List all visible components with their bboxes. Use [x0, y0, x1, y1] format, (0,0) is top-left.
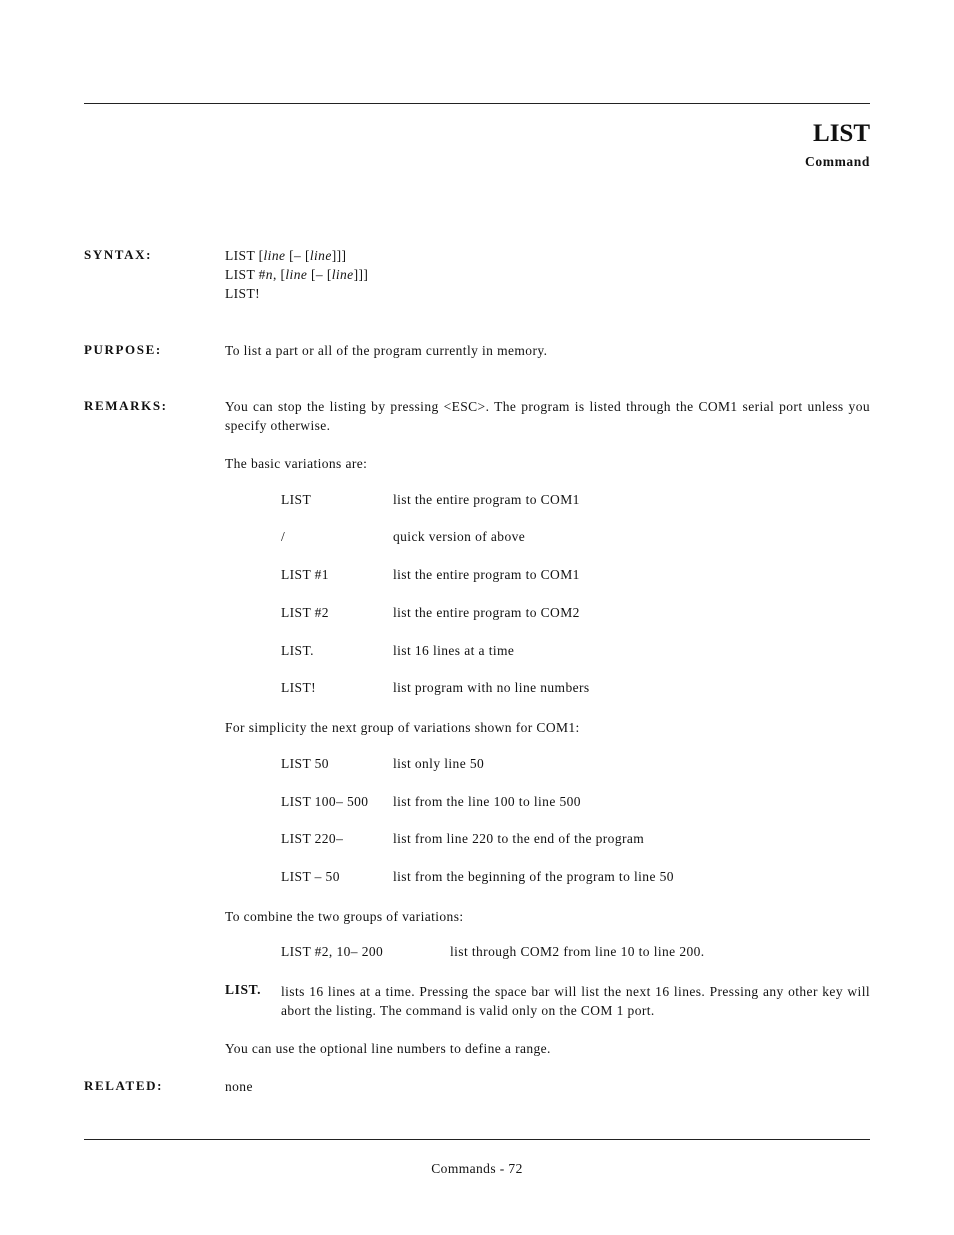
syntax-line-2: LIST #n, [line [– [line]]]: [225, 267, 369, 282]
related-text: none: [225, 1079, 253, 1094]
variation-description: list from line 220 to the end of the program: [393, 831, 645, 846]
variation-command: LIST – 50: [281, 869, 340, 884]
variation-command: LIST.: [281, 643, 314, 658]
variation-command: LIST 50: [281, 756, 329, 771]
variation-description: list 16 lines at a time: [393, 643, 515, 658]
basic-variations-intro: The basic variations are:: [225, 456, 368, 471]
syntax-line-3: LIST!: [225, 286, 260, 301]
group-variations-intro: For simplicity the next group of variations shown for COM1:: [225, 720, 580, 735]
variation-command: LIST: [281, 492, 312, 507]
variation-command: LIST #1: [281, 567, 329, 582]
page-title: LIST: [813, 120, 870, 147]
variation-description: list program with no line numbers: [393, 680, 590, 695]
header-rule: [84, 103, 870, 104]
variation-description: list the entire program to COM2: [393, 605, 580, 620]
variation-command: LIST #2: [281, 605, 329, 620]
variation-command: /: [281, 529, 286, 544]
variation-command: LIST!: [281, 680, 316, 695]
syntax-line-1: LIST [line [– [line]]]: [225, 248, 347, 263]
range-note: You can use the optional line numbers to define a range.: [225, 1041, 551, 1056]
list-dot-label: LIST.: [225, 982, 262, 997]
combined-command: LIST #2, 10– 200: [281, 944, 384, 959]
combined-description: list through COM2 from line 10 to line 200.: [450, 944, 705, 959]
purpose-text: To list a part or all of the program currently in memory.: [225, 343, 548, 358]
variation-description: list only line 50: [393, 756, 485, 771]
variation-command: LIST 220–: [281, 831, 344, 846]
variation-description: list from the beginning of the program to line 50: [393, 869, 674, 884]
variation-description: list the entire program to COM1: [393, 567, 580, 582]
purpose-label: PURPOSE:: [84, 342, 162, 357]
remarks-paragraph: You can stop the listing by pressing <ESC>. The program is listed through the COM1 serial port unless you specify otherwise.: [225, 399, 870, 433]
combine-intro: To combine the two groups of variations:: [225, 909, 464, 924]
variation-description: list from the line 100 to line 500: [393, 794, 581, 809]
remarks-label: REMARKS:: [84, 398, 168, 413]
variation-description: quick version of above: [393, 529, 526, 544]
list-dot-description: lists 16 lines at a time. Pressing the space bar will list the next 16 lines. Pressing any other key will abort the listing. The command is valid only on the COM 1 port.: [281, 984, 870, 1018]
syntax-label: SYNTAX:: [84, 247, 153, 262]
footer-rule: [84, 1139, 870, 1140]
variation-command: LIST 100– 500: [281, 794, 369, 809]
page-subtitle: Command: [805, 154, 870, 169]
variation-description: list the entire program to COM1: [393, 492, 580, 507]
related-label: RELATED:: [84, 1078, 164, 1093]
page-footer: Commands - 72: [431, 1161, 523, 1176]
